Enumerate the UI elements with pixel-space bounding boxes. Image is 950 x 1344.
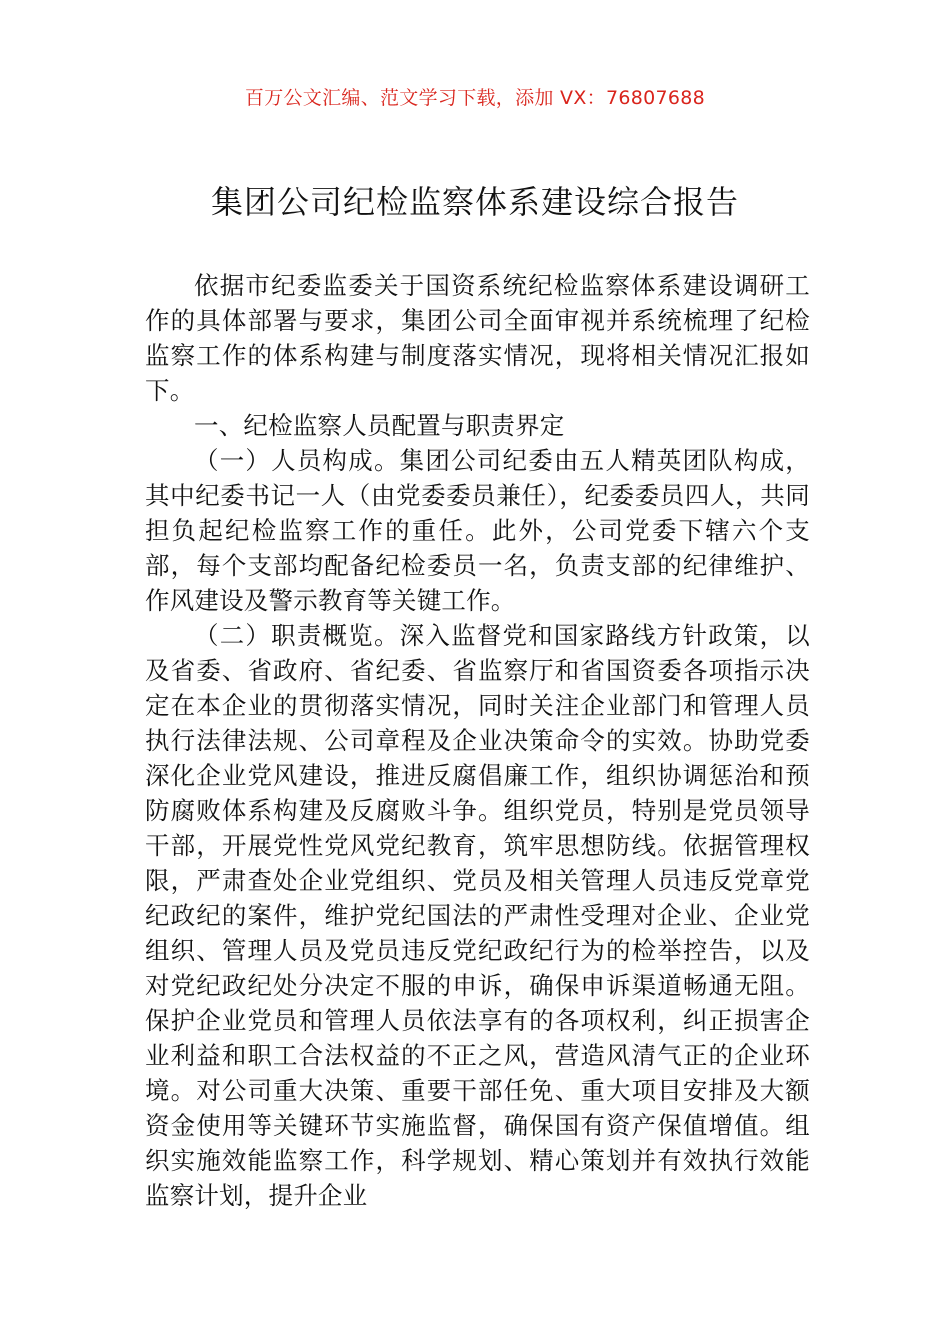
section-heading-1: 一、纪检监察人员配置与职责界定 (194, 411, 565, 440)
header-note: 百万公文汇编、范文学习下载，添加 VX：76807688 (244, 87, 706, 109)
paragraph-staffing: （一）人员构成。集团公司纪委由五人精英团队构成，其中纪委书记一人（由党委委员兼任），纪委委员四人，共同担负起纪检监察工作的重任。此外，公司党委下辖六个支部，每个支部均配备纪检委员一名，负责支部的纪律维护、作风建设及警示教育等关键工作。 (145, 446, 810, 615)
document-title: 集团公司纪检监察体系建设综合报告 (210, 183, 739, 221)
document-body (145, 268, 810, 1213)
paragraph-intro: 依据市纪委监委关于国资系统纪检监察体系建设调研工作的具体部署与要求，集团公司全面审视并系统梳理了纪检监察工作的体系构建与制度落实情况，现将相关情况汇报如下。 (145, 271, 810, 405)
paragraph-duties: （二）职责概览。深入监督党和国家路线方针政策，以及省委、省政府、省纪委、省监察厅和省国资委各项指示决定在本企业的贯彻落实情况，同时关注企业部门和管理人员执行法律法规、公司章程及企业决策命令的实效。协助党委深化企业党风建设，推进反腐倡廉工作，组织协调惩治和预防腐败体系构建及反腐败斗争。组织党员，特别是党员领导干部，开展党性党风党纪教育，筑牢思想防线。依据管理权限，严肃查处企业党组织、党员及相关管理人员违反党章党纪政纪的案件，维护党纪国法的严肃性受理对企业、企业党组织、管理人员及党员违反党纪政纪行为的检举控告，以及对党纪政纪处分决定不服的申诉，确保申诉渠道畅通无阻。保护企业党员和管理人员依法享有的各项权利，纠正损害企业利益和职工合法权益的不正之风，营造风清气正的企业环境。对公司重大决策、重要干部任免、重大项目安排及大额资金使用等关键环节实施监督，确保国有资产保值增值。组织实施效能监察工作，科学规划、精心策划并有效执行效能监察计划，提升企业 (145, 621, 810, 1210)
